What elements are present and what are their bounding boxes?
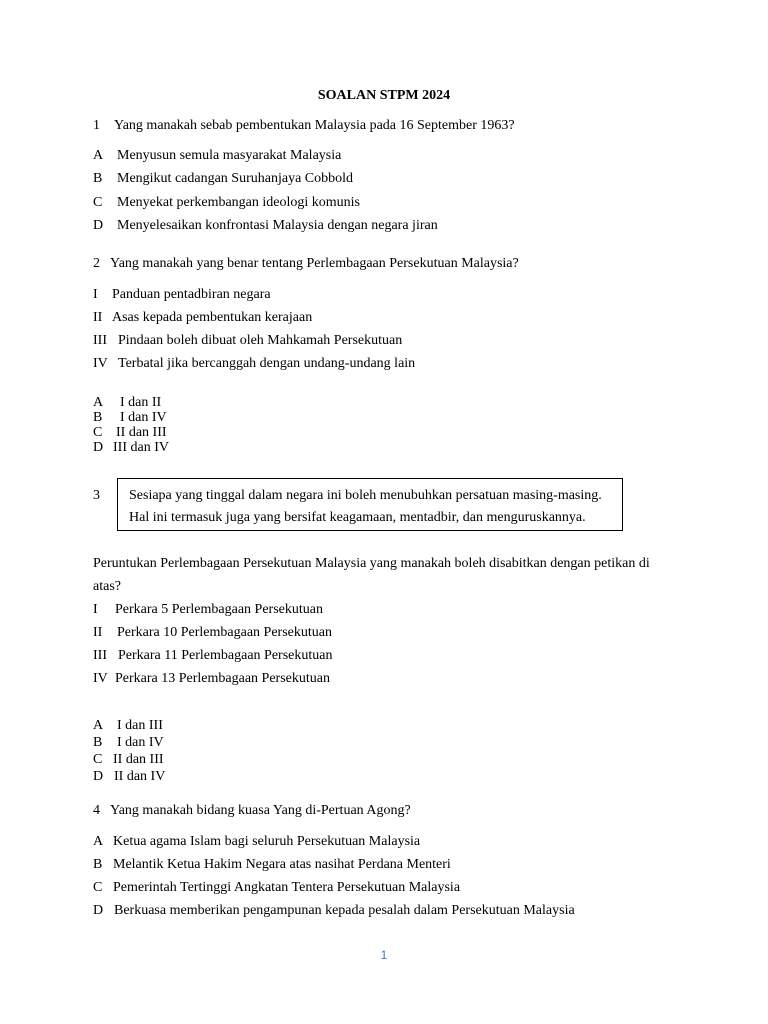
q2-statement-1 [93,287,271,303]
statement-text: Perkara 11 Perlembagaan Persekutuan [118,648,333,663]
q3-statement-2 [93,625,332,641]
q3-statement-3 [93,648,332,664]
option-letter: D [93,218,104,233]
option-text: Ketua agama Islam bagi seluruh Persekutuan Malaysia [113,834,421,849]
q1-option-b [93,171,353,187]
q4-option-a [93,834,420,850]
option-letter: D [93,440,104,455]
option-text: Menyelesaikan konfrontasi Malaysia dengan negara jiran [117,218,438,233]
statement-text: Terbatal jika bercanggah dengan undang-undang lain [118,356,416,371]
question-1 [93,118,515,134]
option-letter: A [93,718,104,733]
option-letter: C [93,752,103,767]
option-text: II dan III [116,425,167,440]
statement-text: Pindaan boleh dibuat oleh Mahkamah Persekutuan [118,333,403,348]
statement-roman: II [93,625,103,640]
q4-option-b [93,857,451,873]
statement-roman: IV [93,356,108,371]
option-letter: B [93,171,103,186]
q3-option-b [93,735,164,751]
option-letter: B [93,857,103,872]
page-number: 1 [380,948,388,962]
q2-option-d [93,440,169,456]
option-letter: C [93,195,103,210]
option-text: I dan IV [117,735,164,750]
q2-option-c [93,425,167,441]
q3-statement-4 [93,671,330,687]
q2-statement-4 [93,356,415,372]
option-letter: A [93,148,104,163]
statement-roman: IV [93,671,108,686]
q2-statement-3 [93,333,402,349]
question-text: Yang manakah sebab pembentukan Malaysia pada 16 September 1963? [114,118,515,133]
option-text: I dan IV [120,410,167,425]
statement-roman: I [93,602,98,617]
option-letter: D [93,903,104,918]
option-text: Pemerintah Tertinggi Angkatan Tentera Persekutuan Malaysia [113,880,461,895]
question-number: 1 [93,118,100,133]
option-letter: B [93,735,103,750]
option-text: II dan III [113,752,164,767]
option-text: Mengikut cadangan Suruhanjaya Cobbold [117,171,354,186]
option-text: I dan II [120,395,162,410]
excerpt-box [117,478,623,531]
option-text: Berkuasa memberikan pengampunan kepada pesalah dalam Persekutuan Malaysia [114,903,575,918]
q4-option-d [93,903,575,919]
question-4 [93,803,411,819]
option-text: I dan III [117,718,163,733]
q1-option-a [93,148,341,164]
option-letter: C [93,425,103,440]
statement-roman: III [93,333,107,348]
statement-text: Perkara 13 Perlembagaan Persekutuan [115,671,330,686]
option-text: Menyekat perkembangan ideologi komunis [117,195,360,210]
q3-option-a [93,718,163,734]
question-3-text: Peruntukan Perlembagaan Persekutuan Malaysia yang manakah boleh disabitkan dengan petikan di [93,556,650,571]
q3-option-c [93,752,164,768]
q3-statement-1 [93,602,323,618]
statement-text: Panduan pentadbiran negara [112,287,271,302]
option-letter: C [93,880,103,895]
q1-option-c [93,195,360,211]
statement-roman: I [93,287,98,302]
option-text: III dan IV [113,440,169,455]
q2-option-b [93,410,167,426]
option-letter: D [93,769,104,784]
statement-roman: II [93,310,103,325]
question-text: Yang manakah yang benar tentang Perlembagaan Persekutuan Malaysia? [110,256,519,271]
question-number-3: 3 [93,488,100,503]
question-text: Yang manakah bidang kuasa Yang di-Pertuan Agong? [110,803,411,818]
option-text: Menyusun semula masyarakat Malaysia [117,148,342,163]
statement-roman: III [93,648,107,663]
option-text: Melantik Ketua Hakim Negara atas nasihat Perdana Menteri [113,857,451,872]
q1-option-d [93,218,438,234]
question-3-text-cont: atas? [93,579,121,594]
statement-text: Asas kepada pembentukan kerajaan [112,310,313,325]
q2-statement-2 [93,310,312,326]
option-letter: A [93,395,104,410]
excerpt-line: Sesiapa yang tinggal dalam negara ini boleh menubuhkan persatuan masing-masing. [129,488,602,503]
option-text: II dan IV [114,769,166,784]
page-title: SOALAN STPM 2024 [317,88,451,103]
option-letter: B [93,410,103,425]
q2-option-a [93,395,161,411]
q4-option-c [93,880,460,896]
question-2 [93,256,519,272]
option-letter: A [93,834,104,849]
question-number: 4 [93,803,100,818]
q3-option-d [93,769,165,785]
excerpt-line: Hal ini termasuk juga yang bersifat keagamaan, mentadbir, dan menguruskannya. [129,510,586,525]
statement-text: Perkara 10 Perlembagaan Persekutuan [117,625,332,640]
question-number: 2 [93,256,100,271]
statement-text: Perkara 5 Perlembagaan Persekutuan [115,602,323,617]
